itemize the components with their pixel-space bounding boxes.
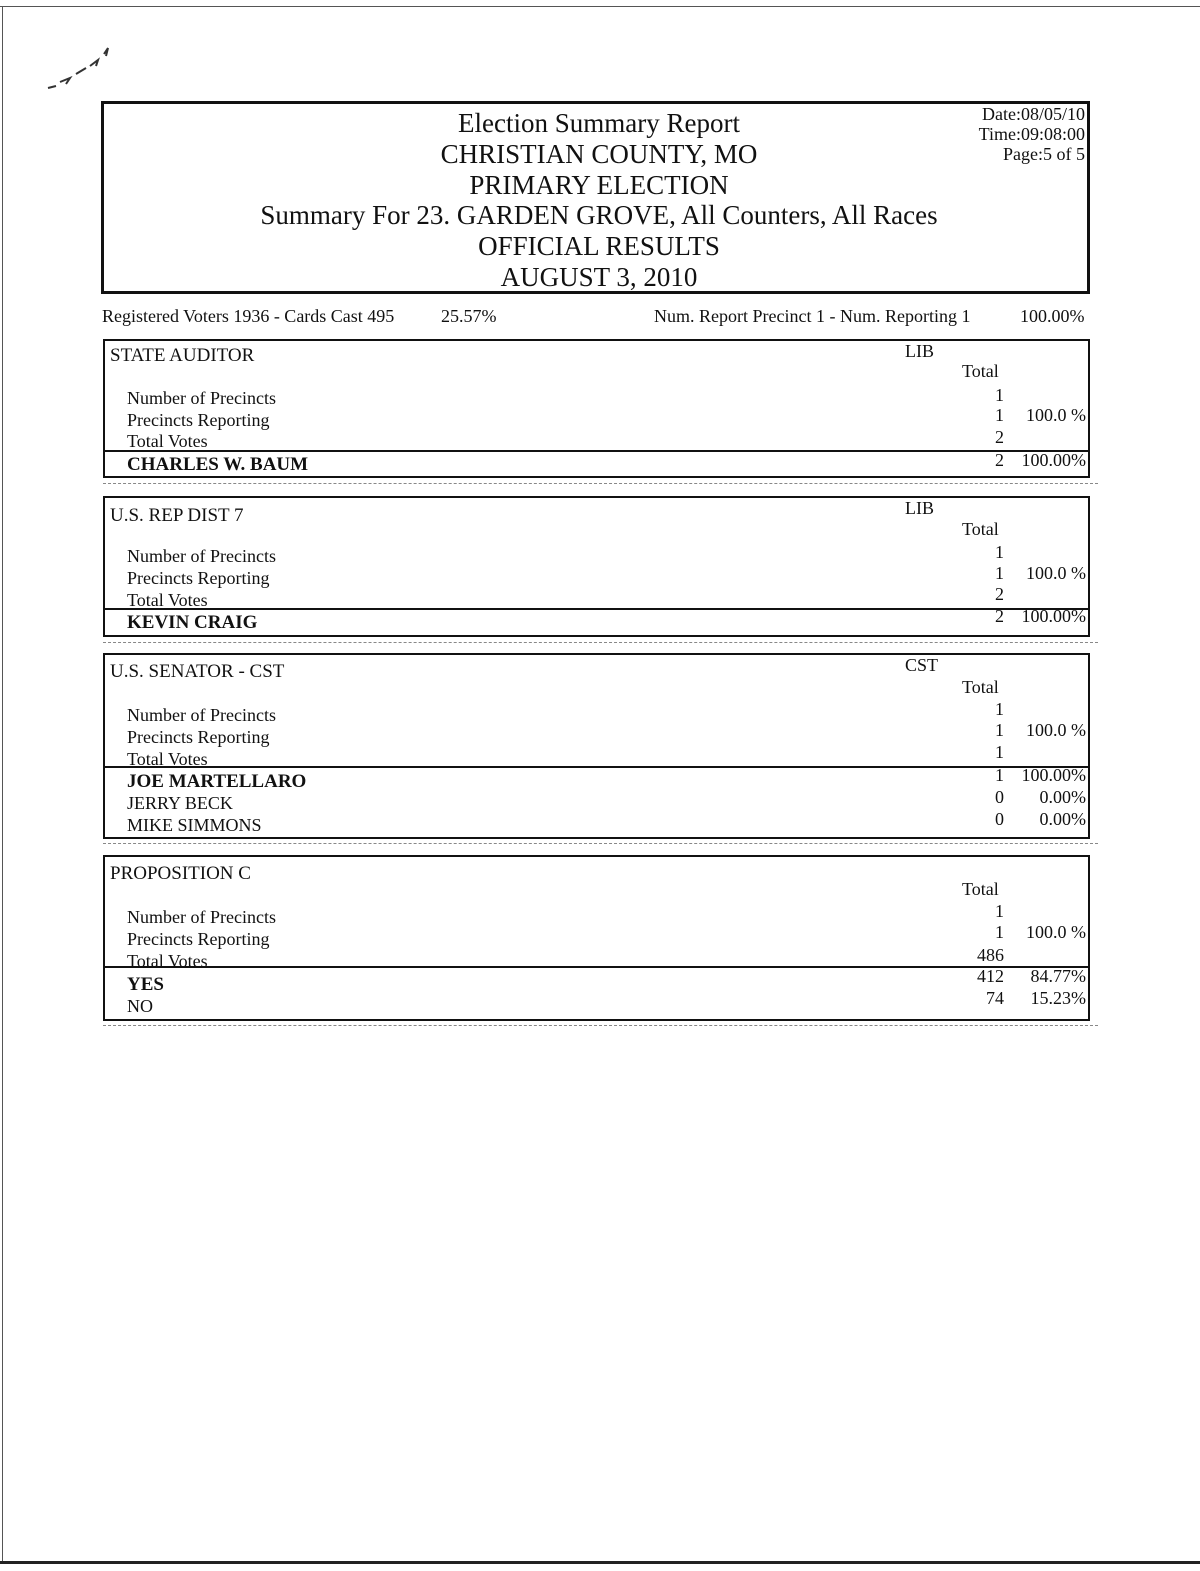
scan-edge-top <box>0 6 1200 7</box>
race-name: U.S. SENATOR - CST <box>110 661 285 682</box>
page-number: Page:5 of 5 <box>1003 144 1085 164</box>
results-status: OFFICIAL RESULTS <box>478 231 720 261</box>
scan-dash <box>103 483 1098 484</box>
precincts-reporting-percent: 100.0 % <box>1026 405 1086 425</box>
divider <box>105 608 1088 610</box>
number-of-precincts-label: Number of Precincts <box>127 907 276 927</box>
option-percent: 84.77% <box>1030 966 1086 986</box>
precincts-reporting-percent: 100.0 % <box>1026 563 1086 583</box>
precincts-reporting-value: 1 <box>995 720 1004 740</box>
scan-dash <box>103 1025 1098 1026</box>
number-of-precincts-label: Number of Precincts <box>127 546 276 566</box>
candidate-name: MIKE SIMMONS <box>127 815 262 835</box>
candidate-votes: 1 <box>995 765 1004 785</box>
race-name: U.S. REP DIST 7 <box>110 505 244 526</box>
precincts-reporting-label: Precincts Reporting <box>127 568 270 588</box>
divider <box>105 966 1088 968</box>
number-of-precincts-label: Number of Precincts <box>127 705 276 725</box>
number-of-precincts-value: 1 <box>995 901 1004 921</box>
report-date: Date:08/05/10 <box>982 104 1085 124</box>
candidate-name: JOE MARTELLARO <box>127 771 307 792</box>
total-votes-value: 2 <box>995 427 1004 447</box>
precincts-reporting-label: Precincts Reporting <box>127 727 270 747</box>
number-of-precincts-label: Number of Precincts <box>127 388 276 408</box>
party-code: LIB <box>905 341 934 361</box>
total-header: Total <box>962 677 999 697</box>
reporting-percent: 100.00% <box>1020 306 1085 326</box>
total-votes-label: Total Votes <box>127 951 208 971</box>
candidate-votes: 0 <box>995 787 1004 807</box>
race-us-rep-dist-7 <box>103 496 1090 637</box>
candidate-percent: 0.00% <box>1039 787 1086 807</box>
race-proposition-c <box>103 855 1090 1021</box>
candidate-votes: 0 <box>995 809 1004 829</box>
candidate-percent: 100.00% <box>1021 765 1086 785</box>
divider <box>105 450 1088 452</box>
scan-dash <box>103 843 1098 844</box>
registered-voters: Registered Voters 1936 - Cards Cast 495 <box>102 306 395 326</box>
scan-edge-left <box>2 6 3 1561</box>
party-code: LIB <box>905 498 934 518</box>
party-code: CST <box>905 655 939 675</box>
precincts-reporting-summary: Num. Report Precinct 1 - Num. Reporting 1 <box>654 306 971 326</box>
option-votes: 74 <box>986 988 1004 1008</box>
total-votes-label: Total Votes <box>127 590 208 610</box>
precincts-reporting-label: Precincts Reporting <box>127 410 270 430</box>
number-of-precincts-value: 1 <box>995 699 1004 719</box>
option-votes: 412 <box>977 966 1004 986</box>
candidate-votes: 2 <box>995 450 1004 470</box>
total-votes-label: Total Votes <box>127 749 208 769</box>
candidate-name: CHARLES W. BAUM <box>127 454 309 475</box>
total-header: Total <box>962 879 999 899</box>
candidate-name: KEVIN CRAIG <box>127 612 258 633</box>
option-name: NO <box>127 996 153 1016</box>
total-header: Total <box>962 361 999 381</box>
number-of-precincts-value: 1 <box>995 542 1004 562</box>
precincts-reporting-label: Precincts Reporting <box>127 929 270 949</box>
report-title: Election Summary Report <box>458 108 740 138</box>
total-votes-label: Total Votes <box>127 431 208 451</box>
precincts-reporting-value: 1 <box>995 922 1004 942</box>
report-header <box>101 101 1090 294</box>
option-percent: 15.23% <box>1030 988 1086 1008</box>
election-type: PRIMARY ELECTION <box>469 170 729 200</box>
scan-edge-bottom <box>0 1561 1200 1564</box>
precincts-reporting-percent: 100.0 % <box>1026 922 1086 942</box>
race-name: PROPOSITION C <box>110 863 251 884</box>
candidate-percent: 0.00% <box>1039 809 1086 829</box>
total-header: Total <box>962 519 999 539</box>
scan-dash <box>103 642 1098 643</box>
candidate-percent: 100.00% <box>1021 450 1086 470</box>
total-votes-value: 2 <box>995 584 1004 604</box>
race-us-senator-cst <box>103 653 1090 839</box>
race-name: STATE AUDITOR <box>110 345 255 366</box>
divider <box>105 766 1088 768</box>
total-votes-value: 486 <box>977 945 1004 965</box>
total-votes-value: 1 <box>995 742 1004 762</box>
scan-mark-icon <box>46 46 126 96</box>
summary-scope: Summary For 23. GARDEN GROVE, All Counters, All Races <box>260 200 938 230</box>
option-name: YES <box>127 974 164 995</box>
candidate-percent: 100.00% <box>1021 606 1086 626</box>
report-time: Time:09:08:00 <box>978 124 1085 144</box>
candidate-name: JERRY BECK <box>127 793 233 813</box>
precincts-reporting-value: 1 <box>995 563 1004 583</box>
number-of-precincts-value: 1 <box>995 385 1004 405</box>
race-state-auditor <box>103 339 1090 478</box>
precincts-reporting-percent: 100.0 % <box>1026 720 1086 740</box>
turnout-percent: 25.57% <box>441 306 497 326</box>
candidate-votes: 2 <box>995 606 1004 626</box>
election-date: AUGUST 3, 2010 <box>500 262 698 292</box>
county-name: CHRISTIAN COUNTY, MO <box>440 139 758 169</box>
precincts-reporting-value: 1 <box>995 405 1004 425</box>
